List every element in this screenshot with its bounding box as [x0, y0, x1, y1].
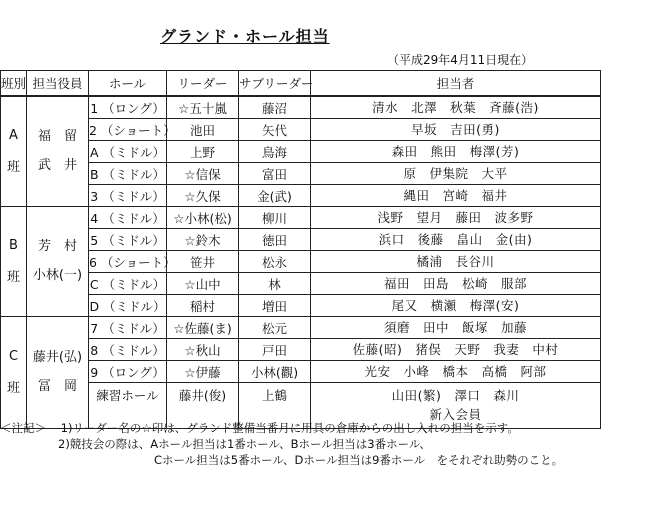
officer-name: 福 留 [37, 128, 77, 144]
leader-cell: 稲村 [167, 295, 239, 317]
members-line: 光安 小峰 橋本 高橋 阿部 [364, 364, 547, 379]
members-line: 須磨 田中 飯塚 加藤 [383, 320, 527, 335]
members-cell [311, 141, 601, 163]
hole-cell: 4 （ミドル） [89, 207, 167, 229]
note-line-2 [0, 436, 563, 452]
members-line: 山田(繁) 澤口 森川 [391, 388, 520, 403]
roster-body [1, 96, 601, 429]
members-cell [311, 339, 601, 361]
members-cell [311, 361, 601, 383]
note-2: 2)競技会の際は、Aホール担当は1番ホール、Bホール担当は3番ホール、 [58, 437, 431, 451]
subleader-cell: 林 [239, 273, 311, 295]
header-officer: 担当役員 [27, 71, 89, 97]
group-label: A 班 [1, 96, 27, 207]
note-line-1 [0, 420, 563, 436]
table-row [1, 273, 601, 295]
table-row [1, 96, 601, 119]
officer-name: 武 井 [37, 157, 77, 173]
members-line: 森田 熊田 梅澤(芳) [391, 144, 520, 159]
hole-cell: 7 （ミドル） [89, 317, 167, 339]
members-cell [311, 207, 601, 229]
hole-cell: 2 （ショート） [89, 119, 167, 141]
table-row [1, 361, 601, 383]
members-line: 浅野 望月 藤田 波多野 [377, 210, 534, 225]
leader-cell: 藤井(俊) [167, 383, 239, 429]
subleader-cell: 松元 [239, 317, 311, 339]
table-row [1, 317, 601, 339]
leader-cell: 笹井 [167, 251, 239, 273]
leader-cell: ☆久保 [167, 185, 239, 207]
hole-cell: 6 （ショート） [89, 251, 167, 273]
hole-cell: 8 （ミドル） [89, 339, 167, 361]
officer-cell [27, 207, 89, 317]
subleader-cell: 上鶴 [239, 383, 311, 429]
leader-cell: ☆鈴木 [167, 229, 239, 251]
subleader-cell: 徳田 [239, 229, 311, 251]
subleader-cell: 柳川 [239, 207, 311, 229]
hole-cell: 練習ホール [89, 383, 167, 429]
subleader-cell: 戸田 [239, 339, 311, 361]
subleader-cell: 小林(觀) [239, 361, 311, 383]
table-row [1, 185, 601, 207]
members-cell [311, 251, 601, 273]
table-row [1, 119, 601, 141]
hole-cell: C （ミドル） [89, 273, 167, 295]
header-row [1, 71, 601, 97]
leader-cell: ☆五十嵐 [167, 96, 239, 119]
notes-label: ＜注記＞ [0, 421, 46, 435]
members-line: 福田 田島 松崎 服部 [383, 276, 527, 291]
members-line: 浜口 後藤 畠山 金(由) [378, 232, 533, 247]
date-note: （平成29年4月11日現在） [387, 53, 534, 67]
subleader-cell: 松永 [239, 251, 311, 273]
officer-name: 冨 岡 [37, 378, 77, 394]
header-leader: リーダー [167, 71, 239, 97]
leader-cell: ☆佐藤(ま) [167, 317, 239, 339]
hole-cell: A （ミドル） [89, 141, 167, 163]
members-cell [311, 96, 601, 119]
table-row [1, 229, 601, 251]
members-cell [311, 295, 601, 317]
header-subleader: サブリーダー [239, 71, 311, 97]
officer-cell [27, 317, 89, 429]
officer-name: 藤井(弘) [32, 349, 83, 365]
table-row [1, 207, 601, 229]
hole-cell: B （ミドル） [89, 163, 167, 185]
subleader-cell: 矢代 [239, 119, 311, 141]
officer-name: 芳 村 [37, 238, 77, 254]
leader-cell: ☆秋山 [167, 339, 239, 361]
members-line: 橘浦 長谷川 [416, 254, 495, 269]
header-hole: ホール [89, 71, 167, 97]
members-line: 早坂 吉田(勇) [411, 122, 500, 137]
hole-cell: D （ミドル） [89, 295, 167, 317]
members-line: 縄田 宮崎 福井 [403, 188, 508, 203]
subleader-cell: 富田 [239, 163, 311, 185]
members-cell [311, 185, 601, 207]
members-cell [311, 273, 601, 295]
hole-cell: 1 （ロング） [89, 96, 167, 119]
assignment-table [0, 70, 601, 429]
leader-cell: ☆山中 [167, 273, 239, 295]
hole-cell: 9 （ロング） [89, 361, 167, 383]
subleader-cell: 金(武) [239, 185, 311, 207]
group-label: B 班 [1, 207, 27, 317]
page-title: グランド・ホール担当 [160, 27, 330, 46]
notes-section [0, 420, 563, 468]
subleader-cell: 鳥海 [239, 141, 311, 163]
leader-cell: ☆信保 [167, 163, 239, 185]
members-cell [311, 229, 601, 251]
members-line: 佐藤(昭) 猪俣 天野 我妻 中村 [352, 342, 559, 357]
group-label: C 班 [1, 317, 27, 429]
members-line: 原 伊集院 大平 [403, 166, 508, 181]
members-line: 尾又 横瀬 梅澤(安) [391, 298, 520, 313]
members-line: 新入会員 [429, 407, 482, 422]
members-cell [311, 317, 601, 339]
officer-name: 小林(一) [32, 267, 83, 283]
table-row [1, 339, 601, 361]
leader-cell: ☆伊藤 [167, 361, 239, 383]
table-row [1, 295, 601, 317]
header-members: 担当者 [311, 71, 601, 97]
leader-cell: ☆小林(松) [167, 207, 239, 229]
note-1: 1)リーダー名の☆印は、グランド整備当番月に用具の倉庫からの出し入れの担当を示す。 [60, 421, 519, 435]
note-line-3 [0, 452, 563, 468]
members-cell [311, 163, 601, 185]
hole-cell: 3 （ミドル） [89, 185, 167, 207]
officer-cell [27, 96, 89, 207]
header-group: 班別 [1, 71, 27, 97]
members-line: 清水 北澤 秋葉 斉藤(浩) [372, 100, 539, 115]
note-3: Cホール担当は5番ホール、Dホール担当は9番ホール をそれぞれ助勢のこと。 [154, 453, 564, 467]
table-row [1, 251, 601, 273]
subleader-cell: 増田 [239, 295, 311, 317]
table-row [1, 141, 601, 163]
members-cell [311, 119, 601, 141]
leader-cell: 池田 [167, 119, 239, 141]
table-row [1, 163, 601, 185]
subleader-cell: 藤沼 [239, 96, 311, 119]
hole-cell: 5 （ミドル） [89, 229, 167, 251]
leader-cell: 上野 [167, 141, 239, 163]
